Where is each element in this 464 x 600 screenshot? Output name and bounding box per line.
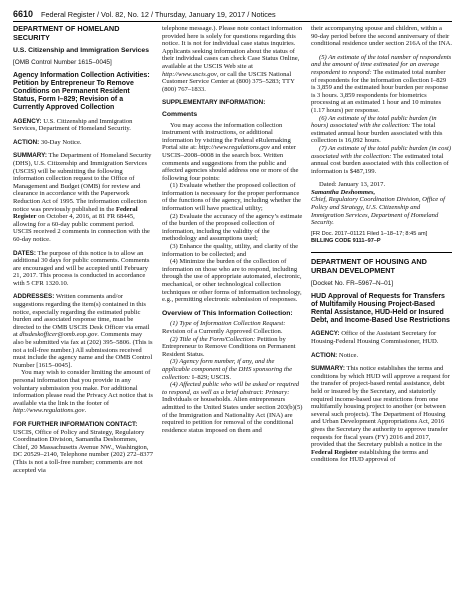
addresses-text-cont: . Comments may also be submitted via fax at (202) 395–5806. (This is not a toll-free number.) All submissions received must include the agency name and the OMB Control Number [1615–0045]. <box>13 331 153 369</box>
agency-heading: DEPARTMENT OF HOMELAND SECURITY <box>13 25 120 42</box>
comments-heading: Comments <box>162 110 198 118</box>
dates-text: The purpose of this notice is to allow an additional 30 days for public comments. Comments are encouraged and will be accepted until February 21, 2017. This process is conducted in accordance with 5 CFR 1320.10. <box>13 249 150 287</box>
overview-item-1-text: Revision of a Currently Approved Collection. <box>162 327 283 335</box>
page-header <box>13 7 452 19</box>
abstract-continuation: their accompanying spouse and children, within a 90-day period before the second anniversary of their conditional residence under section 216A of the INA. <box>311 25 452 48</box>
action-value: 30-Day Notice. <box>40 138 82 146</box>
docket-number-2: [Docket No. FR–5967–N–01] <box>311 280 394 288</box>
signer-name: Samantha Deshommes, <box>311 188 376 196</box>
agency-value-2: Office of the Assistant Secretary for Housing-Federal Housing Commissioner, HUD. <box>311 330 439 346</box>
overview-item-6 <box>311 115 452 145</box>
summary-text-cont: on October 4, 2016, at 81 FR 68445, allowing for a 60-day public comment period. USCIS received 2 comments in connection with the 60-day notice. <box>13 213 150 243</box>
overview-item-3-text: I–829; USCIS. <box>191 373 232 381</box>
point-4: (4) Minimize the burden of the collection of information on those who are to respond, including through the use of appropriate automated, electronic, mechanical, or other technological collection techniques or other forms of information technology, e.g., permitting electronic submission of responses. <box>162 258 302 304</box>
overview-item-1-label: (1) Type of Information Collection Request: <box>170 320 286 328</box>
dates-field <box>13 250 154 288</box>
summary-field <box>13 152 154 243</box>
overview-heading: Overview of This Information Collection: <box>162 309 293 317</box>
overview-item-4-text: Individuals or households. Alien entrepreneurs admitted to the United States under section 203(b)(5) of the Immigration and Nationality Act (INA) are required to petition for removal of the conditional residence status imposed on them and <box>162 396 303 434</box>
action-field-2 <box>311 352 452 360</box>
overview-item-5 <box>311 54 452 115</box>
summary-text-2: This notice establishes the terms and conditions by which HUD will approve a request for the transfer of project-based rental assistance, debt held or insured by the Secretary, and statutorily required income-based use restrictions from one multifamily housing project to another (or between several such projects). The Department of Housing and Urban Development Appropriations Act, 2016 gives the Secretary the authority to approve transfer requests for fiscal years (FY) 2016 and 2017, provided that the Secretary publish a notice in the <box>311 365 450 449</box>
text-columns <box>13 25 452 598</box>
overview-item-7 <box>311 145 452 175</box>
column-1 <box>13 25 154 598</box>
page-number: 6610 <box>13 9 34 19</box>
comments-text: You may access the information collection instrument with instructions, or additional information by visiting the Federal eRulemaking Portal site at: <box>162 121 291 152</box>
addresses-email-link[interactable]: dhsdeskofficer@omb.eop.gov <box>19 331 98 339</box>
overview-item-1 <box>162 320 303 335</box>
agency-field-2 <box>311 330 452 345</box>
overview-item-5-text: The estimated total number of respondents for the information collection I–829 is 3,859 and the estimated hour burden per response is 3 hours. 3,859 respondents for biometrics processing at an estimated 1 hour and 10 minutes (1.17 hours) per response. <box>311 68 449 114</box>
point-2: (2) Evaluate the accuracy of the agency’s estimate of the burden of the proposed collection of information, including the validity of the methodology and assumptions used; <box>162 212 303 243</box>
contact-text: USCIS, Office of Policy and Strategy, Regulatory Coordination Division, Samantha Deshommes, Chief, 20 Massachusetts Avenue NW., Washington, DC 20529–2140, Telephone number (202) 272–8377 (This is not a toll-free number; comments are not accepted via <box>13 428 154 474</box>
agency-label: AGENCY: <box>13 117 42 125</box>
addresses-field <box>13 293 154 369</box>
sub-agency-heading: U.S. Citizenship and Immigration Services <box>13 47 149 54</box>
header-rule <box>13 21 452 22</box>
addresses-text: Written comments and/or suggestions regarding the item(s) contained in this notice, especially regarding the estimated public burden and associated response time, must be directed to the OMB USCIS Desk Officer via email at <box>13 293 150 339</box>
dated-line: Dated: January 13, 2017. <box>319 181 386 189</box>
docket-number: [OMB Control Number 1615–0045] <box>13 59 112 66</box>
point-1: (1) Evaluate whether the proposed collection of information is necessary for the proper performance of the functions of the agency, including whether the information will have practical utility; <box>162 182 301 213</box>
overview-item-2 <box>162 336 303 359</box>
column-3 <box>311 25 452 598</box>
contact-label: FOR FURTHER INFORMATION CONTACT: <box>13 420 138 428</box>
overview-item-6-text: The total estimated annual hour burden associated with this collection is 16,092 hours. <box>311 122 443 145</box>
overview-item-3 <box>162 358 303 381</box>
overview-item-7-text: The estimated total annual cost burden associated with this collection of information is $487,199. <box>311 152 449 175</box>
summary-text: The Department of Homeland Security (DHS), U.S. Citizenship and Immigration Services (USCIS) will be submitting the following information collection request to the Office of Management and Budget (OMB) for review and clearance in accordance with the Paperwork Reduction Act of 1995. The information collection notice was previously published in the <box>13 152 152 213</box>
agency-field <box>13 118 154 133</box>
agency-value: U.S. Citizenship and Immigration Services, Department of Homeland Security. <box>13 117 133 133</box>
agency-heading-2: DEPARTMENT OF HOUSING AND URBAN DEVELOPMENT <box>311 257 427 275</box>
uscis-link[interactable]: http://www.uscis.gov <box>162 70 217 78</box>
agency-label-2: AGENCY: <box>311 330 340 338</box>
summary-fr-ref-2: Federal Register <box>311 448 358 456</box>
column-2 <box>162 25 303 598</box>
overview-item-5-label: (5) An estimate of the total number of respondents and the amount of time estimated for an average respondent to respond: <box>311 53 452 76</box>
privacy-paragraph: You may wish to consider limiting the amount of personal information that you provide in any voluntary submission you make. For additional information please read the Privacy Act notice that is available via the link in the footer of http://www.regulations.gov. <box>13 369 153 415</box>
signer-title: Chief, Regulatory Coordination Division, Office of Policy and Strategy, U.S. Citizenship and Immigration Services, Department of Homeland Security. <box>311 196 445 227</box>
document-title: Agency Information Collection Activities: Petition by Entrepreneur To Remove Conditions on Permanent Resident Status, Form I–829; Revision of a Currently Approved Collection <box>13 71 150 112</box>
overview-item-2-label: (2) Title of the Form/Collection: <box>170 335 256 343</box>
point-3: (3) Enhance the quality, utility, and clarity of the information to be collected; and <box>162 243 299 258</box>
document-divider <box>311 252 452 253</box>
summary-text-2-cont: establishing the terms and conditions for HUD approval of <box>311 448 429 464</box>
comments-text-cont: and enter USCIS–2008–0008 in the search box. Written comments and suggestions from the public and affected agencies should address one or more of the following four points: <box>162 144 299 182</box>
overview-item-4 <box>162 381 303 434</box>
summary-fr-ref: Federal Register <box>13 205 138 221</box>
overview-item-7-label: (7) An estimate of the total public burden (in cost) associated with the collection: <box>311 144 452 160</box>
summary-label-2: SUMMARY: <box>311 365 345 373</box>
summary-label: SUMMARY: <box>13 152 47 160</box>
supplementary-label: SUPPLEMENTARY INFORMATION: <box>162 99 266 107</box>
contact-cont-text-2: , or call the USCIS National Customer Service Center at (800) 375–5283; TTY (800) 767–1833. <box>162 70 295 93</box>
regulations-portal-link[interactable]: http://www.regulations.gov <box>198 144 270 152</box>
summary-field-2 <box>311 365 452 464</box>
regulations-link[interactable]: http://www.regulations.gov <box>13 407 85 415</box>
dates-label: DATES: <box>13 249 36 257</box>
fr-doc-line: [FR Doc. 2017–01121 Filed 1–18–17; 8:45 am] <box>311 230 428 237</box>
action-field <box>13 139 154 147</box>
action-label: ACTION: <box>13 138 40 146</box>
overview-item-4-label: (4) Affected public who will be asked or required to respond, as well as a brief abstract: Primary: <box>162 381 300 396</box>
document-title-2: HUD Approval of Requests for Transfers of Multifamily Housing Project-Based Rental Assistance, HUD-Held or Insured Debt, and Income-Based Use Restrictions <box>311 292 450 325</box>
billing-code: BILLING CODE 9111–97–P <box>311 238 381 245</box>
contact-continuation <box>162 25 303 93</box>
comments-paragraph <box>162 122 303 183</box>
action-label-2: ACTION: <box>311 351 338 359</box>
contact-cont-text: telephone message.). Please note contact information provided here is solely for questions regarding this notice. It is not for individual case status inquiries. Applicants seeking information about the status of their individual cases can check Case Status Online, available at the USCIS Web site at <box>162 25 303 70</box>
addresses-label: ADDRESSES: <box>13 293 55 301</box>
privacy-text: You may wish to consider limiting the amount of personal information that you provide in any voluntary submission you make. For additional information please read the Privacy Act notice that is available via the link in the footer of <box>13 369 153 407</box>
overview-item-2-text: Petition by Entrepreneur to Remove Conditions on Permanent Resident Status. <box>162 335 296 358</box>
publication-line: Federal Register / Vol. 82, No. 12 / Thursday, January 19, 2017 / Notices <box>41 10 276 19</box>
contact-field <box>13 421 154 474</box>
action-value-2: Notice. <box>338 351 359 359</box>
overview-item-3-label: (3) Agency form number, if any, and the applicable component of the DHS sponsoring the collection: <box>162 358 293 381</box>
overview-item-6-label: (6) An estimate of the total public burden (in hours) associated with the collection: <box>311 114 437 130</box>
